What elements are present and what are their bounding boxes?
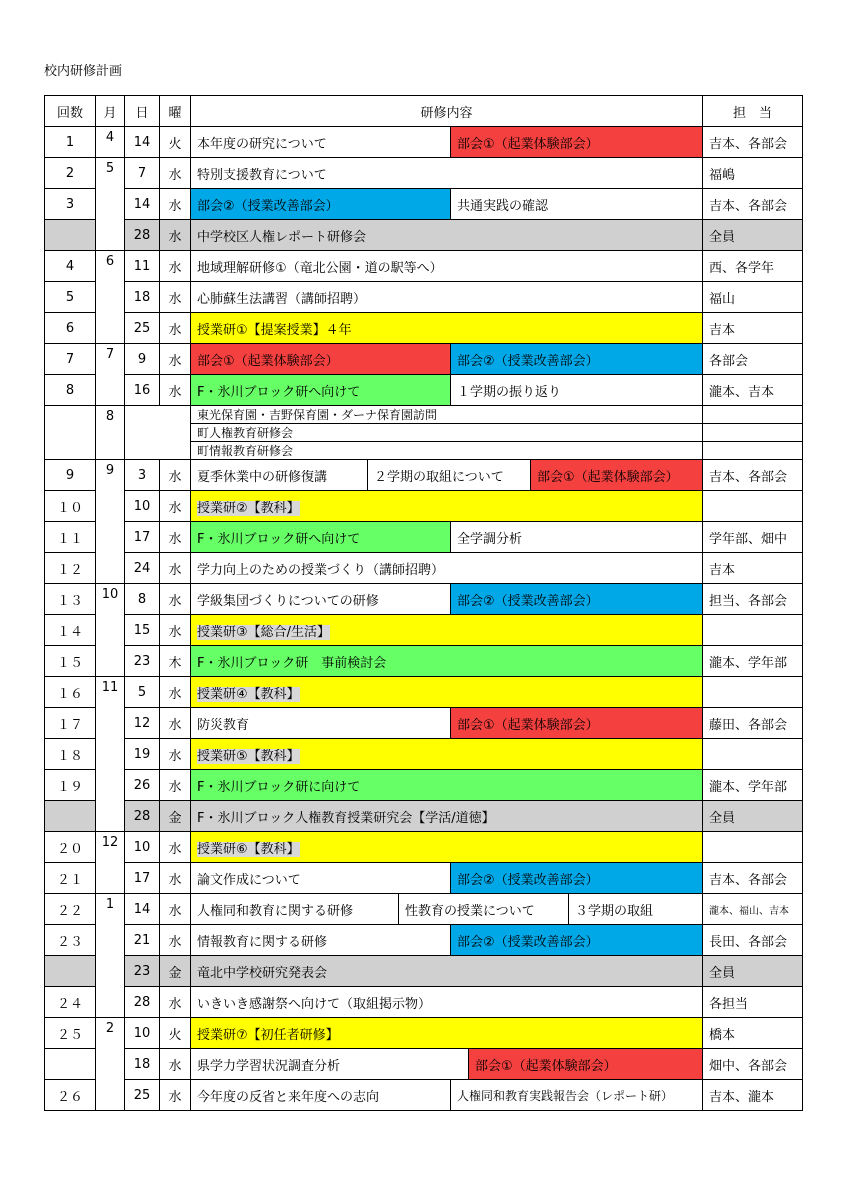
- cell-tantou: [703, 406, 803, 424]
- content-part: F・氷川ブロック研 事前検討会: [197, 655, 387, 671]
- content-part: F・氷川ブロック研へ向けて: [191, 375, 451, 405]
- header-naiyou: 研修内容: [191, 96, 703, 127]
- table-row: [45, 1049, 803, 1080]
- table-row: [45, 956, 803, 987]
- table-row: [45, 584, 803, 615]
- table-row: [45, 344, 803, 375]
- content-part: [191, 491, 702, 521]
- cell-content: [191, 313, 703, 344]
- table-row: [45, 925, 803, 956]
- cell-content: [191, 956, 703, 987]
- cell-weekday: 水: [160, 375, 191, 406]
- content-part: 人権同和教育に関する研修: [197, 903, 354, 919]
- cell-day: [125, 406, 191, 460]
- content-part: [191, 739, 702, 769]
- cell-month: 4: [96, 127, 125, 158]
- cell-weekday: 水: [160, 584, 191, 615]
- cell-weekday: 火: [160, 1018, 191, 1049]
- cell-weekday: 水: [160, 251, 191, 282]
- cell-weekday: 水: [160, 220, 191, 251]
- cell-day: 25: [125, 313, 160, 344]
- cell-kai: 1: [45, 127, 96, 158]
- cell-day: 19: [125, 739, 160, 770]
- cell-tantou: 吉本、各部会: [703, 127, 803, 158]
- header-hi: 日: [125, 96, 160, 127]
- cell-content: [191, 708, 703, 739]
- cell-weekday: 水: [160, 282, 191, 313]
- cell-content: [191, 522, 703, 553]
- cell-weekday: 水: [160, 1080, 191, 1111]
- content-part: 特別支援教育について: [197, 167, 327, 183]
- cell-month: 8: [96, 406, 125, 460]
- cell-content: [191, 1049, 703, 1080]
- cell-weekday: 水: [160, 1049, 191, 1080]
- cell-weekday: 水: [160, 344, 191, 375]
- cell-weekday: 水: [160, 987, 191, 1018]
- content-label: 授業研④【教科】: [197, 686, 300, 702]
- cell-content: [191, 925, 703, 956]
- cell-kai: １７: [45, 708, 96, 739]
- cell-kai: [45, 801, 96, 832]
- cell-content: [191, 491, 703, 522]
- cell-weekday: 水: [160, 189, 191, 220]
- cell-kai: 8: [45, 375, 96, 406]
- header-tsuki: 月: [96, 96, 125, 127]
- cell-content: 町人権教育研修会: [191, 424, 703, 442]
- cell-kai: １９: [45, 770, 96, 801]
- content-part: [191, 615, 702, 645]
- cell-tantou: 全員: [703, 956, 803, 987]
- content-part: 全学調分析: [451, 522, 703, 552]
- cell-content: [191, 460, 703, 491]
- cell-tantou: 吉本、各部会: [703, 460, 803, 491]
- table-row: [45, 801, 803, 832]
- cell-day: 17: [125, 522, 160, 553]
- cell-weekday: 水: [160, 313, 191, 344]
- content-part: 中学校区人権レポート研修会: [197, 229, 367, 245]
- content-label: 授業研②【教科】: [197, 500, 300, 516]
- content-part: F・氷川ブロック人権教育授業研究会【学活/道徳】: [197, 810, 495, 826]
- cell-day: 18: [125, 1049, 160, 1080]
- content-part: 本年度の研究について: [197, 136, 327, 152]
- cell-day: 3: [125, 460, 160, 491]
- cell-content: [191, 646, 703, 677]
- cell-tantou: 担当、各部会: [703, 584, 803, 615]
- cell-weekday: 水: [160, 460, 191, 491]
- cell-weekday: 水: [160, 491, 191, 522]
- cell-day: 17: [125, 863, 160, 894]
- cell-month: 6: [96, 251, 125, 344]
- cell-weekday: 水: [160, 925, 191, 956]
- cell-tantou: 吉本: [703, 553, 803, 584]
- cell-day: 28: [125, 801, 160, 832]
- cell-month: 10: [96, 584, 125, 677]
- cell-day: 26: [125, 770, 160, 801]
- cell-weekday: 水: [160, 553, 191, 584]
- content-part: 部会①（起業体験部会）: [469, 1049, 703, 1079]
- cell-tantou: 吉本、各部会: [703, 189, 803, 220]
- content-part: 論文作成について: [197, 872, 301, 888]
- table-row: [45, 158, 803, 189]
- cell-day: 24: [125, 553, 160, 584]
- cell-kai: １２: [45, 553, 96, 584]
- cell-content: [191, 282, 703, 313]
- cell-day: 23: [125, 646, 160, 677]
- cell-content: 東光保育園・吉野保育園・ダーナ保育園訪問: [191, 406, 703, 424]
- cell-kai: １４: [45, 615, 96, 646]
- cell-day: 7: [125, 158, 160, 189]
- cell-day: 14: [125, 127, 160, 158]
- table-row: [45, 127, 803, 158]
- table-row: [45, 220, 803, 251]
- table-row: [45, 739, 803, 770]
- cell-weekday: 金: [160, 956, 191, 987]
- content-part: 部会②（授業改善部会）: [451, 925, 703, 955]
- cell-kai: [45, 406, 96, 460]
- cell-month: 2: [96, 1018, 125, 1111]
- cell-kai: １１: [45, 522, 96, 553]
- cell-weekday: 水: [160, 832, 191, 863]
- cell-kai: ２４: [45, 987, 96, 1018]
- header-row: [45, 96, 803, 127]
- content-part: 授業研①【提案授業】４年: [197, 322, 352, 338]
- cell-content: [191, 770, 703, 801]
- table-row: [45, 1018, 803, 1049]
- cell-day: 9: [125, 344, 160, 375]
- table-row: [45, 708, 803, 739]
- cell-day: 23: [125, 956, 160, 987]
- cell-content: [191, 987, 703, 1018]
- content-part: F・氷川ブロック研に向けて: [197, 779, 361, 795]
- cell-month: 1: [96, 894, 125, 1018]
- cell-month: 11: [96, 677, 125, 832]
- cell-weekday: 金: [160, 801, 191, 832]
- cell-tantou: 畑中、各部会: [703, 1049, 803, 1080]
- table-row: [45, 251, 803, 282]
- cell-content: [191, 615, 703, 646]
- content-part: [191, 677, 702, 707]
- content-part: 県学力学習状況調査分析: [197, 1058, 341, 1074]
- table-row: [45, 987, 803, 1018]
- cell-content: [191, 801, 703, 832]
- table-row: [45, 491, 803, 522]
- cell-content: [191, 584, 703, 615]
- cell-kai: １０: [45, 491, 96, 522]
- cell-kai: ２０: [45, 832, 96, 863]
- table-row: [45, 863, 803, 894]
- table-row: [45, 894, 803, 925]
- content-part: ３学期の取組: [569, 894, 703, 924]
- cell-content: [191, 189, 703, 220]
- cell-tantou: 吉本: [703, 313, 803, 344]
- content-part: 学級集団づくりについての研修: [197, 593, 379, 609]
- cell-tantou: 全員: [703, 801, 803, 832]
- cell-tantou: [703, 615, 803, 646]
- cell-month: 9: [96, 460, 125, 584]
- cell-tantou: [703, 491, 803, 522]
- cell-content: [191, 158, 703, 189]
- table-row: [45, 615, 803, 646]
- cell-tantou: 各担当: [703, 987, 803, 1018]
- cell-day: 11: [125, 251, 160, 282]
- cell-content: [191, 375, 703, 406]
- content-part: 学力向上のための授業づくり（講師招聘）: [197, 562, 445, 578]
- content-part: 情報教育に関する研修: [197, 934, 328, 950]
- cell-weekday: 水: [160, 708, 191, 739]
- cell-weekday: 火: [160, 127, 191, 158]
- cell-kai: １３: [45, 584, 96, 615]
- cell-day: 10: [125, 1018, 160, 1049]
- training-schedule-table: [44, 95, 803, 1111]
- table-row: [45, 522, 803, 553]
- content-part: 性教育の授業について: [399, 894, 569, 924]
- document-title: 校内研修計画: [44, 64, 123, 79]
- table-row: [45, 406, 803, 424]
- content-part: 人権同和教育実践報告会（レポート研）: [451, 1080, 703, 1110]
- cell-kai: 7: [45, 344, 96, 375]
- content-part: 部会①（起業体験部会）: [451, 708, 703, 738]
- cell-tantou: 吉本、各部会: [703, 863, 803, 894]
- cell-kai: 3: [45, 189, 96, 220]
- content-part: [191, 832, 702, 862]
- cell-content: [191, 894, 703, 925]
- table-row: [45, 832, 803, 863]
- cell-tantou: 学年部、畑中: [703, 522, 803, 553]
- cell-tantou: 瀧本、学年部: [703, 646, 803, 677]
- cell-content: [191, 1080, 703, 1111]
- cell-month: 7: [96, 344, 125, 406]
- cell-tantou: 福嶋: [703, 158, 803, 189]
- cell-day: 18: [125, 282, 160, 313]
- content-part: 授業研⑦【初任者研修】: [197, 1027, 339, 1043]
- cell-weekday: 水: [160, 894, 191, 925]
- cell-month: 5: [96, 158, 125, 251]
- content-label: 授業研⑥【教科】: [197, 841, 300, 857]
- cell-content: [191, 677, 703, 708]
- cell-weekday: 水: [160, 615, 191, 646]
- cell-kai: 5: [45, 282, 96, 313]
- cell-day: 14: [125, 894, 160, 925]
- content-part: 地域理解研修①（竜北公園・道の駅等へ）: [197, 260, 443, 276]
- content-part: 共通実践の確認: [451, 189, 703, 219]
- header-tantou: 担 当: [703, 96, 803, 127]
- content-part: 部会①（起業体験部会）: [191, 344, 451, 374]
- cell-content: [191, 220, 703, 251]
- content-part: 部会②（授業改善部会）: [191, 189, 451, 219]
- cell-day: 15: [125, 615, 160, 646]
- cell-kai: 2: [45, 158, 96, 189]
- cell-day: 10: [125, 491, 160, 522]
- cell-tantou: [703, 739, 803, 770]
- cell-kai: ２２: [45, 894, 96, 925]
- cell-tantou: 長田、各部会: [703, 925, 803, 956]
- cell-kai: 4: [45, 251, 96, 282]
- table-row: [45, 770, 803, 801]
- cell-weekday: 木: [160, 646, 191, 677]
- cell-kai: １６: [45, 677, 96, 708]
- cell-day: 14: [125, 189, 160, 220]
- header-kai: 回数: [45, 96, 96, 127]
- cell-kai: [45, 1049, 96, 1080]
- cell-tantou: 藤田、各部会: [703, 708, 803, 739]
- cell-weekday: 水: [160, 739, 191, 770]
- content-part: 竜北中学校研究発表会: [197, 965, 328, 981]
- cell-weekday: 水: [160, 770, 191, 801]
- cell-content: 町情報教育研修会: [191, 442, 703, 460]
- cell-kai: 9: [45, 460, 96, 491]
- cell-tantou: 福山: [703, 282, 803, 313]
- cell-tantou: [703, 424, 803, 442]
- cell-kai: 6: [45, 313, 96, 344]
- cell-day: 16: [125, 375, 160, 406]
- cell-day: 21: [125, 925, 160, 956]
- cell-day: 10: [125, 832, 160, 863]
- cell-content: [191, 251, 703, 282]
- content-part: 部会②（授業改善部会）: [451, 344, 703, 374]
- cell-tantou: [703, 677, 803, 708]
- content-part: 部会①（起業体験部会）: [451, 127, 703, 157]
- cell-kai: １８: [45, 739, 96, 770]
- cell-tantou: 各部会: [703, 344, 803, 375]
- content-label: 授業研⑤【教科】: [197, 748, 300, 764]
- cell-content: [191, 344, 703, 375]
- cell-weekday: 水: [160, 863, 191, 894]
- content-part: 心肺蘇生法講習（講師招聘）: [197, 291, 367, 307]
- cell-tantou: 吉本、瀧本: [703, 1080, 803, 1111]
- content-part: 部会①（起業体験部会）: [531, 460, 703, 490]
- cell-day: 28: [125, 987, 160, 1018]
- cell-kai: ２５: [45, 1018, 96, 1049]
- content-part: 部会②（授業改善部会）: [451, 584, 703, 614]
- cell-tantou: 西、各学年: [703, 251, 803, 282]
- cell-content: [191, 127, 703, 158]
- cell-month: 12: [96, 832, 125, 894]
- cell-tantou: [703, 442, 803, 460]
- content-part: F・氷川ブロック研へ向けて: [191, 522, 451, 552]
- cell-day: 5: [125, 677, 160, 708]
- cell-weekday: 水: [160, 522, 191, 553]
- content-part: 今年度の反省と来年度への志向: [197, 1089, 380, 1105]
- table-row: [45, 1080, 803, 1111]
- cell-content: [191, 863, 703, 894]
- cell-weekday: 水: [160, 677, 191, 708]
- content-part: 夏季休業中の研修復講: [197, 469, 328, 485]
- cell-tantou: 瀧本、学年部: [703, 770, 803, 801]
- table-row: [45, 677, 803, 708]
- table-row: [45, 189, 803, 220]
- cell-kai: ２３: [45, 925, 96, 956]
- table-row: [45, 282, 803, 313]
- table-row: [45, 553, 803, 584]
- cell-tantou: 瀧本、吉本: [703, 375, 803, 406]
- content-part: 部会②（授業改善部会）: [451, 863, 703, 893]
- cell-content: [191, 1018, 703, 1049]
- table-row: [45, 460, 803, 491]
- content-part: ２学期の取組について: [368, 460, 531, 490]
- content-part: １学期の振り返り: [451, 375, 703, 405]
- header-you: 曜: [160, 96, 191, 127]
- content-label: 授業研③【総合/生活】: [197, 624, 331, 640]
- cell-day: 25: [125, 1080, 160, 1111]
- cell-tantou: 瀧本、福山、吉本: [703, 894, 803, 925]
- cell-kai: １５: [45, 646, 96, 677]
- cell-kai: ２１: [45, 863, 96, 894]
- cell-day: 28: [125, 220, 160, 251]
- cell-day: 8: [125, 584, 160, 615]
- cell-day: 12: [125, 708, 160, 739]
- cell-kai: ２６: [45, 1080, 96, 1111]
- cell-tantou: 橋本: [703, 1018, 803, 1049]
- cell-content: [191, 553, 703, 584]
- cell-kai: [45, 220, 96, 251]
- cell-content: [191, 739, 703, 770]
- table-row: [45, 646, 803, 677]
- table-row: [45, 313, 803, 344]
- cell-content: [191, 832, 703, 863]
- content-part: いきいき感謝祭へ向けて（取組掲示物）: [197, 996, 432, 1012]
- cell-weekday: 水: [160, 158, 191, 189]
- content-part: 防災教育: [197, 717, 250, 733]
- table-row: [45, 375, 803, 406]
- cell-tantou: [703, 832, 803, 863]
- cell-kai: [45, 956, 96, 987]
- cell-tantou: 全員: [703, 220, 803, 251]
